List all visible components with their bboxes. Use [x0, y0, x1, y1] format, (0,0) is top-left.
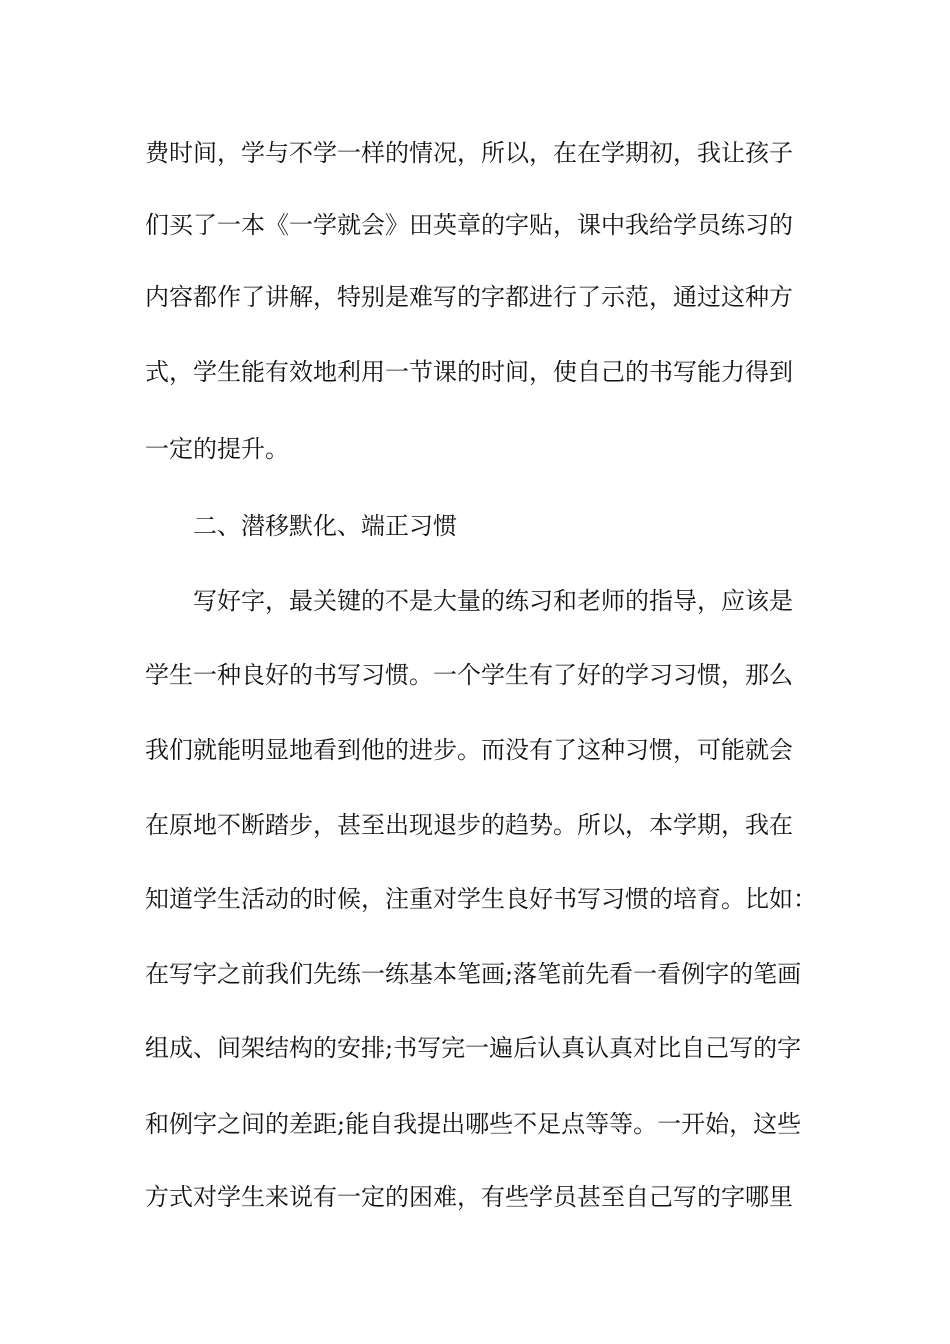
text-line: 式，学生能有效地利用一节课的时间，使自己的书写能力得到 [145, 358, 793, 386]
text-line: 们买了一本《一学就会》田英章的字贴，课中我给学员练习的 [145, 211, 793, 239]
text-line: 和例字之间的差距;能自我提出哪些不足点等等。一开始，这些 [145, 1110, 802, 1138]
text-line: 学生一种良好的书写习惯。一个学生有了好的学习习惯，那么 [145, 661, 793, 689]
text-line: 我们就能明显地看到他的进步。而没有了这种习惯，可能就会 [145, 736, 793, 764]
text-line: 内容都作了讲解，特别是难写的字都进行了示范，通过这种方 [145, 283, 793, 311]
text-line: 在写字之前我们先练一练基本笔画;落笔前先看一看例字的笔画 [145, 960, 802, 988]
paragraph-first-line: 写好字，最关键的不是大量的练习和老师的指导，应该是 [193, 587, 793, 615]
text-line: 组成、间架结构的安排;书写完一遍后认真认真对比自己写的字 [145, 1034, 802, 1062]
text-line: 一定的提升。 [145, 435, 289, 463]
text-line: 知道学生活动的时候，注重对学生良好书写习惯的培育。比如： [145, 885, 817, 913]
section-heading: 二、潜移默化、端正习惯 [193, 512, 457, 540]
text-line: 费时间，学与不学一样的情况，所以，在在学期初，我让孩子 [145, 139, 793, 167]
text-line: 方式对学生来说有一定的困难，有些学员甚至自己写的字哪里 [145, 1183, 793, 1211]
text-line: 在原地不断踏步，甚至出现退步的趋势。所以，本学期，我在 [145, 811, 793, 839]
